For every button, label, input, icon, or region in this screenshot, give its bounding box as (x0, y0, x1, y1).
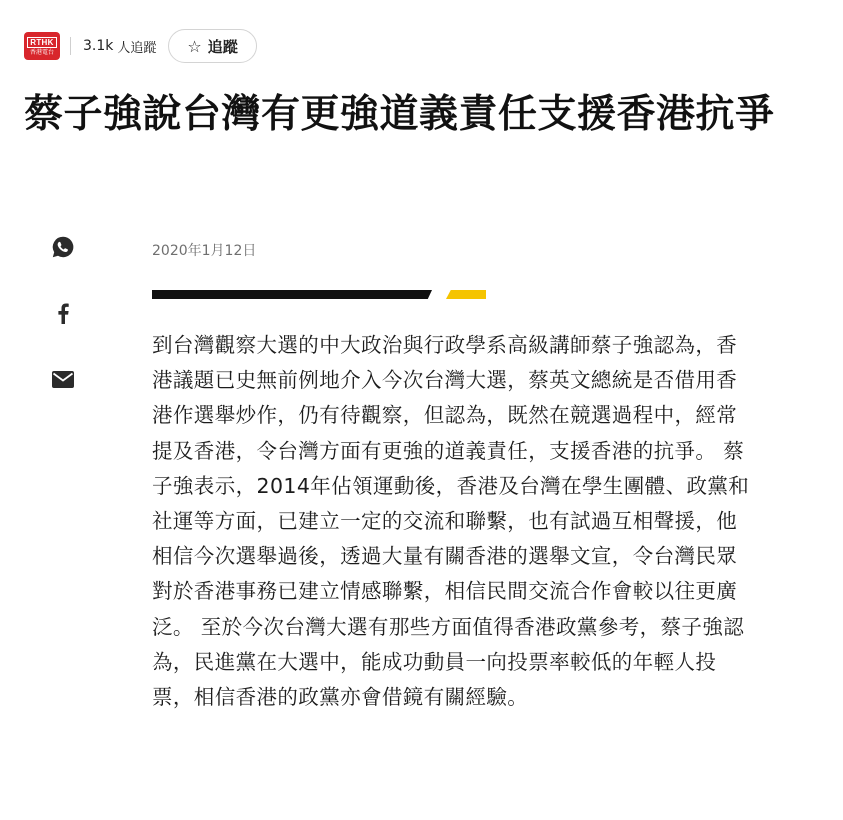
decorative-rule-black (152, 290, 432, 299)
email-icon (52, 371, 74, 388)
whatsapp-icon (51, 235, 75, 259)
follow-button[interactable] (168, 29, 256, 63)
header-divider (70, 37, 71, 55)
rthk-logo[interactable] (24, 32, 60, 60)
decorative-rule-yellow (446, 290, 486, 299)
share-whatsapp-button[interactable] (50, 234, 76, 260)
follower-count: 3.1k (83, 38, 114, 54)
star-icon: ☆ (187, 36, 202, 56)
publish-date: 2020年1月12日 (152, 243, 257, 259)
share-email-button[interactable] (50, 366, 76, 392)
channel-header (24, 28, 257, 64)
follow-button-label: 追蹤 (207, 37, 238, 56)
logo-subtext: 香港電台 (29, 49, 54, 56)
article-title: 蔡子強說台灣有更強道義責任支援香港抗爭 (24, 92, 775, 137)
logo-text: RTHK (27, 37, 56, 48)
share-facebook-button[interactable] (50, 300, 76, 326)
facebook-icon (56, 302, 70, 324)
follower-info (83, 37, 156, 56)
article-body: 到台灣觀察大選的中大政治與行政學系高級講師蔡子強認為，香港議題已史無前例地介入今次台灣大選，蔡英文總統是否借用香港作選舉炒作，仍有待觀察，但認為，既然在競選過程中，經常提及香港，令台灣方面有更強的道義責任，支援香港的抗爭。 蔡子強表示，2014年佔領運動後，香港及台灣在學生團體、政黨和社運等方面，已建立一定的交流和聯繫，也有試過互相聲援，他相信今次選舉過後，透過大量有關香港的選舉文宣，令台灣民眾對於香港事務已建立情感聯繫，相信民間交流合作會較以往更廣泛。 至於今次台灣大選有那些方面值得香港政黨參考，蔡子強認為，民進黨在大選中，能成功動員一向投票率較低的年輕人投票，相信香港的政黨亦會借鏡有關經驗。 (152, 333, 750, 710)
follower-label: 人追蹤 (117, 40, 157, 56)
